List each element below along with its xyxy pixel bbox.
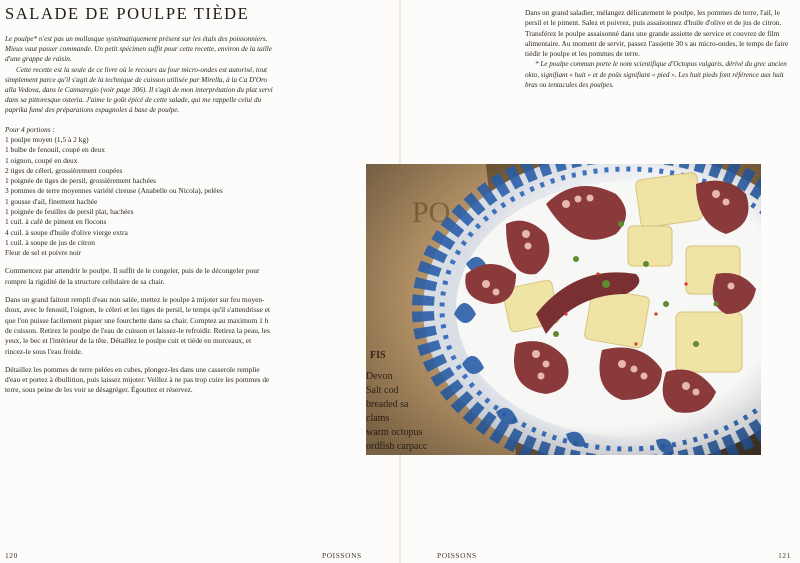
ingredient-item: 4 cuil. à soupe d'huile d'olive vierge extra xyxy=(5,227,128,237)
right-page-body xyxy=(525,8,795,90)
ingredient-item: 1 oignon, coupé en deux xyxy=(5,155,78,165)
ingredient-item: 2 tiges de céleri, grossièrement coupées xyxy=(5,165,123,175)
right-page xyxy=(525,8,795,90)
method-paragraph-1: Commencez par attendrir le poulpe. Il suffit de le congeler, puis de le décongeler pour rompre la rigidité de la structure cellulaire de sa chair. xyxy=(5,266,260,286)
ingredient-item: 1 poulpe moyen (1,5 à 2 kg) xyxy=(5,134,89,144)
page-number-left: 120 xyxy=(5,551,18,560)
intro-paragraph-1: Le poulpe* n'est pas un mollusque systématiquement présent sur les étals des poissonniers. Mieux vaut passer commande. Un petit spécimen suffit pour cette recette, environ de la taille d'une grappe de raisin. xyxy=(5,35,272,64)
recipe-title: SALADE DE POULPE TIÈDE xyxy=(5,4,250,23)
method-paragraph-3: Détaillez les pommes de terre pelées en cubes, plongez-les dans une casserole remplie d'eau et portez à ébullition, puis laissez mijoter. Veillez à ne pas trop cuire les pommes de terre, sous peine de les voir se désagréger. Égouttez et réservez. xyxy=(5,364,270,395)
intro-paragraph-2: Cette recette est la seule de ce livre où le recours au four micro-ondes est autorisé, tout simplement parce qu'il s'agit de la technique de cuisson utilisée par Mirella, à la Ca D'Oro alla Vedova, dans le Cannaregio (voir page 306). Il s'agit de mon interprétation du plat servi dans sa pittoresque osteria. J'aime le goût épicé de cette salade, qui me rappelle celui du paprika fumé des préparations espagnoles à base de poulpe. xyxy=(5,65,273,115)
intro-text xyxy=(5,34,273,116)
method-paragraph-4: Dans un grand saladier, mélangez délicatement le poulpe, les pommes de terre, l'ail, le persil et le piment. Salez et poivrez, puis assaisonnez d'huile d'olive et de jus de citron. xyxy=(525,8,782,28)
serves-line: Pour 4 portions : xyxy=(5,125,55,134)
ingredient-item: 1 cuil. à café de piment en flocons xyxy=(5,217,107,227)
ingredient-item: 1 cuil. à soupe de jus de citron xyxy=(5,237,95,247)
method-paragraph-2: Dans un grand faitout rempli d'eau non salée, mettez le poulpe à mijoter sur feu moyen-doux, avec le fenouil, l'oignon, le céleri et les tiges de persil, le temps qu'il s'attendrisse et que l'on puisse facilement piquer une fourchette dans sa chair. Comptez au maximum 1 h de cuisson. Retirez le poulpe de l'eau de cuisson et laissez-le refroidir. Retirez la peau, les yeux, le bec et l'intérieur de la tête. Détaillez le poulpe cuit et tiède en morceaux, et rincez-le sous l'eau froide. xyxy=(5,295,271,356)
footnote: * Le poulpe commun porte le nom scientifique d'Octopus vulgaris, dérivé du grec ancien okto, signifiant « huit » et de poûs signifiant « pied ». Les huit pieds font référence aux huit bras ou tentacules des poulpes. xyxy=(525,60,787,89)
ingredient-item: 1 bulbe de fenouil, coupé en deux xyxy=(5,145,105,155)
page-number-right: 121 xyxy=(778,551,791,560)
ingredient-list xyxy=(5,135,273,259)
octopus-salad-photo xyxy=(366,164,761,455)
ingredient-item: 1 gousse d'ail, finement hachée xyxy=(5,196,98,206)
left-page xyxy=(5,4,273,396)
running-head-left: POISSONS xyxy=(322,551,362,560)
ingredient-item: 3 pommes de terre moyennes variété cireuse (Anabelle ou Nicola), pelées xyxy=(5,186,223,196)
ingredient-item: 1 poignée de tiges de persil, grossièrement hachées xyxy=(5,176,157,186)
ingredient-item: 1 poignée de feuilles de persil plat, hachées xyxy=(5,207,134,216)
ingredient-item: Fleur de sel et poivre noir xyxy=(5,248,82,258)
method-paragraph-5: Transférez le poulpe assaisonné dans une grande assiette de service et couvrez de film alimentaire. Au moment de servir, passez l'assiette 30 s au micro-ondes, le temps de faire tiédir le poulpe et les pommes de terre. xyxy=(525,28,789,59)
photo-illustration xyxy=(366,164,761,455)
recipe-body xyxy=(5,125,273,396)
running-head-right: POISSONS xyxy=(437,551,477,560)
